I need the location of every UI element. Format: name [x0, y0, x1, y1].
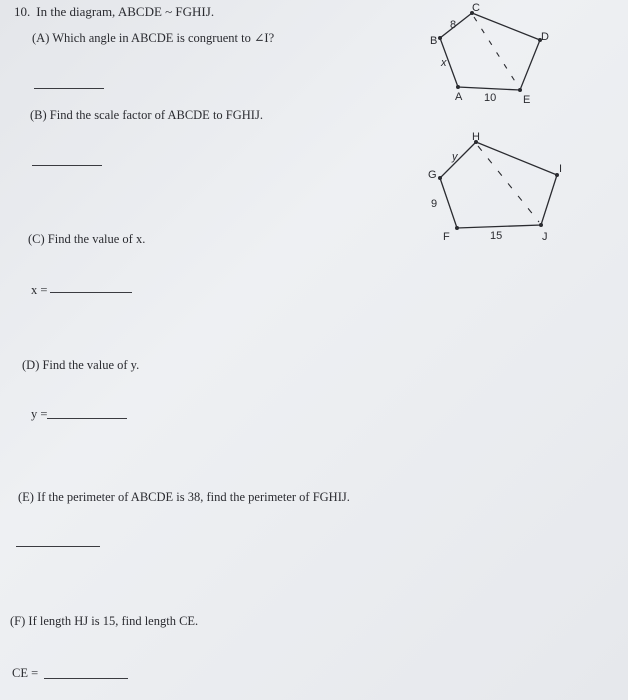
vertex-g-point — [438, 176, 442, 180]
pentagon-fghij-outline — [440, 142, 557, 228]
side-label-bc: 8 — [450, 19, 457, 31]
part-a-question: (A) Which angle in ABCDE is congruent to ∠I? — [32, 31, 275, 45]
vertex-label-i: I — [559, 163, 563, 175]
vertex-b-point — [438, 36, 442, 40]
problem-statement: In the diagram, ABCDE ~ FGHIJ. — [36, 4, 215, 19]
part-c-answer-label: x = — [31, 283, 48, 297]
side-label-ab: x — [441, 57, 447, 69]
vertex-j-point — [539, 223, 543, 227]
side-label-fj: 15 — [490, 230, 503, 242]
vertex-label-a: A — [455, 91, 463, 103]
part-b-question: (B) Find the scale factor of ABCDE to FGHIJ. — [30, 108, 263, 122]
vertex-a-point — [456, 85, 460, 89]
pentagon-fghij-dashed — [478, 146, 539, 222]
vertex-label-d: D — [541, 31, 549, 43]
side-label-fg: 9 — [431, 198, 438, 210]
vertex-f-point — [455, 226, 459, 230]
vertex-label-h: H — [472, 131, 480, 143]
problem-number: 10. — [14, 4, 31, 19]
part-d-answer-label: y = — [31, 407, 48, 421]
vertex-label-f: F — [443, 231, 450, 243]
side-label-ae: 10 — [484, 92, 497, 104]
part-d-question: (D) Find the value of y. — [22, 358, 140, 372]
diagonal-hj — [478, 146, 539, 222]
diagonal-ce — [474, 17, 518, 86]
pentagon-abcde-dashed — [474, 17, 518, 86]
pentagon-fghij — [440, 142, 557, 228]
part-f-answer-label: CE = — [12, 666, 39, 680]
part-f-question: (F) If length HJ is 15, find length CE. — [10, 614, 199, 628]
part-e-question: (E) If the perimeter of ABCDE is 38, find the perimeter of FGHIJ. — [18, 490, 350, 504]
vertex-label-b: B — [430, 35, 438, 47]
vertex-label-j: J — [542, 231, 548, 243]
vertex-e-point — [518, 88, 522, 92]
part-c-question: (C) Find the value of x. — [28, 232, 146, 246]
vertex-label-c: C — [472, 2, 480, 14]
vertex-label-g: G — [428, 169, 437, 181]
vertex-label-e: E — [523, 94, 531, 106]
side-label-gh: y — [452, 151, 458, 163]
